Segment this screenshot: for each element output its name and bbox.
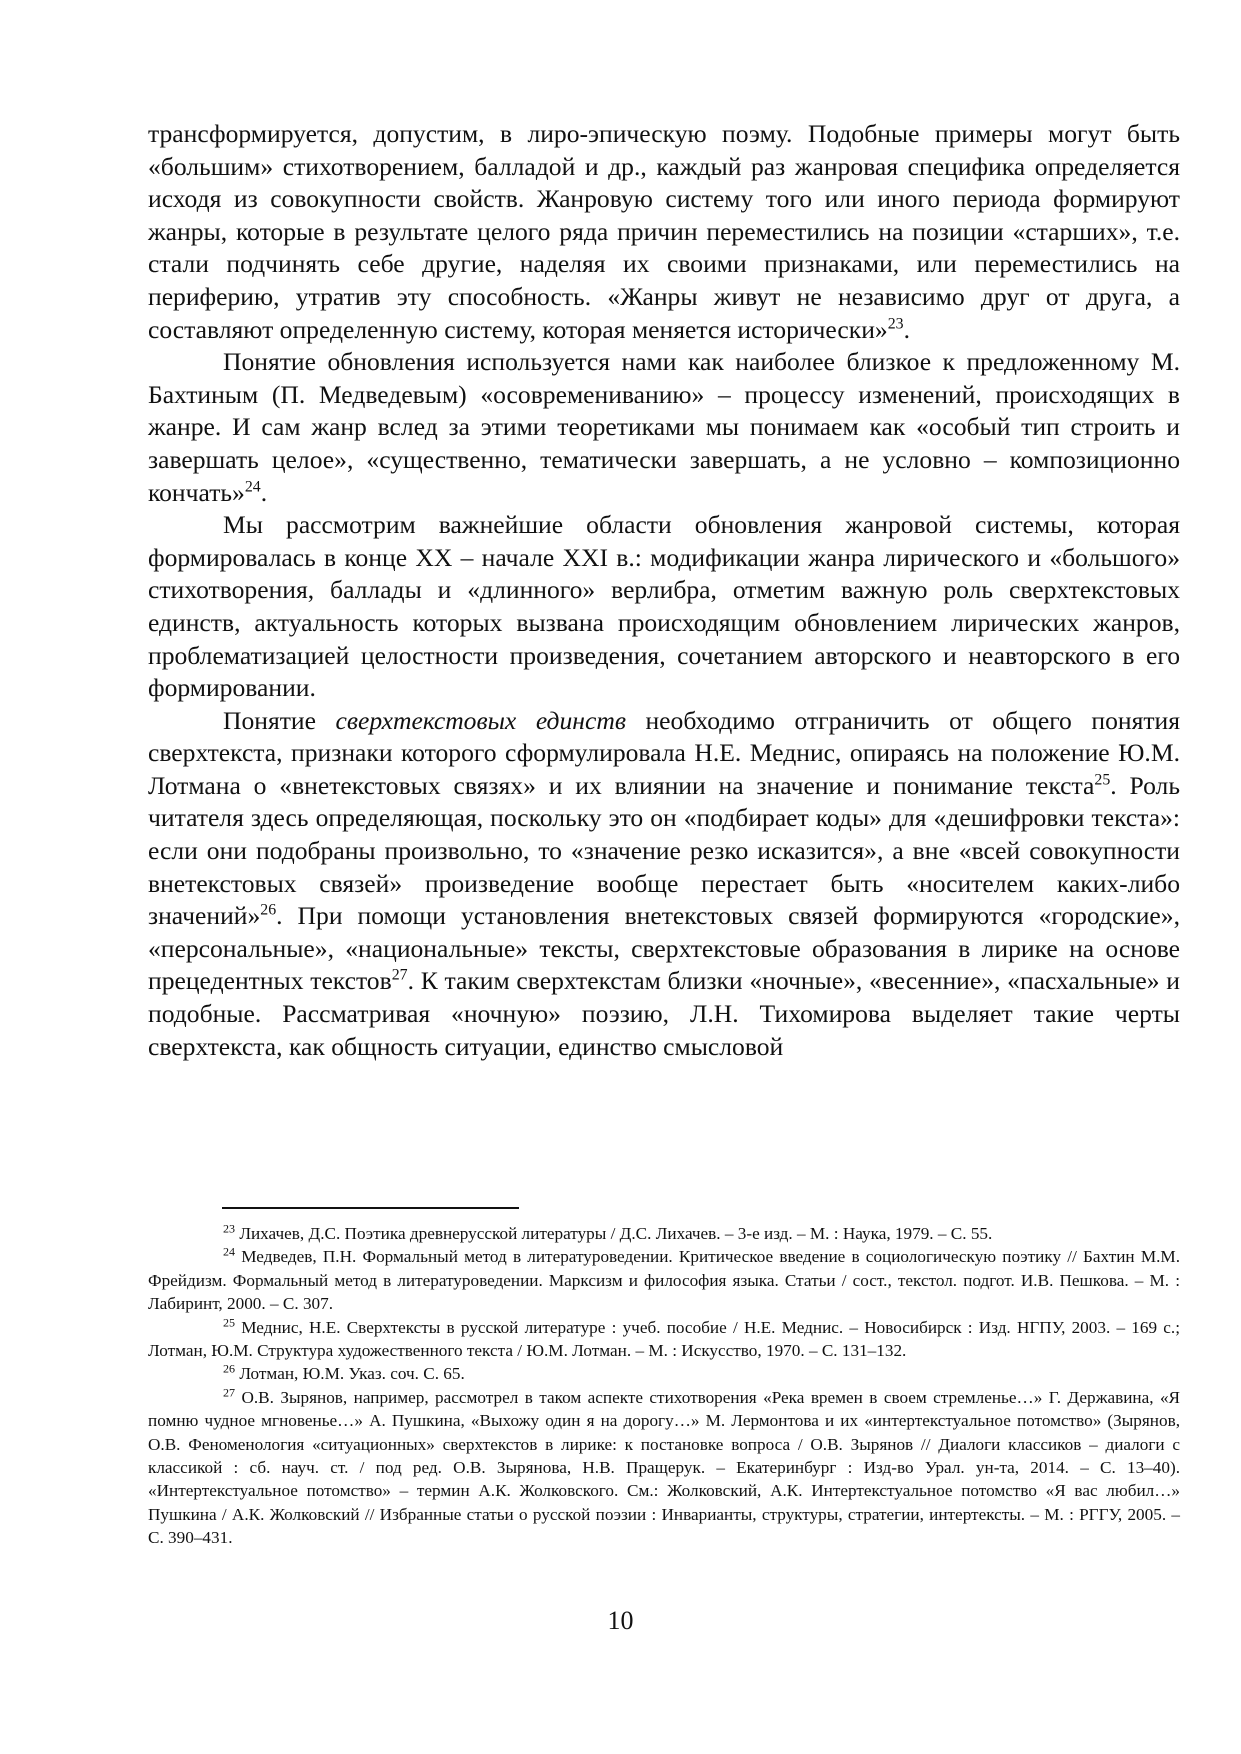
page-number: 10 <box>607 1606 634 1635</box>
footnote-26 <box>148 1362 1180 1385</box>
footnote-ref-25[interactable]: 25 <box>1094 771 1111 789</box>
footnotes <box>148 1222 1180 1550</box>
footnote-number: 26 <box>223 1361 236 1376</box>
paragraph-text: Понятие <box>223 705 336 735</box>
footnote-number: 25 <box>223 1315 236 1330</box>
paragraph-text: . К таким сверхтекстам близки «ночные», «весенние», «пасхальные» и подобные. Рассматривая «ночную» поэзию, Л.Н. Тихомирова выделяет такие черты сверхтекста, как общность ситуации, единство смысловой <box>148 966 1181 1061</box>
footnote-number: 27 <box>223 1385 236 1400</box>
footnote-ref-23[interactable]: 23 <box>887 315 904 333</box>
footnote-separator <box>222 1207 519 1209</box>
footnote-ref-24[interactable]: 24 <box>244 478 261 496</box>
footnote-ref-26[interactable]: 26 <box>260 901 277 919</box>
footnote-ref-27[interactable]: 27 <box>391 966 408 984</box>
footnote-number: 23 <box>223 1221 236 1236</box>
footnote-text: Лихачев, Д.С. Поэтика древнерусской литературы / Д.С. Лихачев. – 3-е изд. – М. : Наука, 1979. – С. 55. <box>239 1224 993 1243</box>
emphasized-term: сверхтекстовых единств <box>335 705 626 735</box>
paragraph-2 <box>148 346 1180 509</box>
footnote-text: Лотман, Ю.М. Указ. соч. С. 65. <box>239 1364 465 1384</box>
footnote-text: Меднис, Н.Е. Сверхтексты в русской литературе : учеб. пособие / Н.Е. Меднис. – Новосибирск : Изд. НГПУ, 2003. – 169 с.; Лотман, Ю.М. Структура художественного текста / Ю.М. Лотман. – М. : Искусство, 1970. – С. 131–132. <box>148 1317 1180 1361</box>
paragraph-text: Мы рассмотрим важнейшие области обновления жанровой системы, которая формировалась в конце XX – начале XXI в.: модификации жанра лирического и «большого» стихотворения, баллады и «длинного» верлибра, отметим важную роль сверхтекстовых единств, актуальность которых вызвана происходящим обновлением лирических жанров, проблематизацией целостности произведения, сочетанием авторского и неавторского в его формировании. <box>148 510 1180 703</box>
footnote-24 <box>148 1245 1180 1315</box>
paragraph-1 <box>148 118 1180 346</box>
paragraph-tail: . <box>260 477 268 507</box>
paragraph-text: . Роль читателя здесь определяющая, поскольку это он «подбирает коды» для «дешифровки текста»: если они подобраны произвольно, то «значение резко исказится», а вне «всей совокупности внетекстовых связей» произведение вообще перестает быть «носителем каких-либо значений» <box>148 770 1180 931</box>
paragraph-text: необходимо отграничить от общего понятия сверхтекста, признаки которого сформулировала Н.Е. Меднис, опираясь на положение Ю.М. Лотмана о «внетекстовых связях» и их влиянии на значение и понимание текста <box>148 705 1181 800</box>
paragraph-tail: . <box>903 314 910 344</box>
footnote-text: Медведев, П.Н. Формальный метод в литературоведении. Критическое введение в социологическую поэтику // Бахтин М.М. Фрейдизм. Формальный метод в литературоведении. Марксизм и философия языка. Статьи / сост., текстол. подгот. И.В. Пешкова. – М. : Лабиринт, 2000. – С. 307. <box>148 1247 1180 1314</box>
footnote-27 <box>148 1386 1180 1550</box>
paragraph-text: Понятие обновления используется нами как наиболее близкое к предложенному М. Бахтиным (П. Медведевым) «осовремениванию» – процессу изменений, происходящих в жанре. И сам жанр вслед за этими теоретиками мы понимаем как «особый тип строить и завершать целое», «существенно, тематически завершать, а не условно – композиционно кончать» <box>148 347 1180 507</box>
footnote-23 <box>148 1222 1180 1245</box>
paragraph-4 <box>148 705 1180 1064</box>
footnote-number: 24 <box>223 1244 236 1259</box>
paragraph-text: . При помощи установления внетекстовых связей формируются «городские», «персональные», «национальные» тексты, сверхтекстовые образования в лирике на основе прецедентных текстов <box>148 901 1180 996</box>
footnote-text: О.В. Зырянов, например, рассмотрел в таком аспекте стихотворения «Река времен в своем стремленье…» Г. Державина, «Я помню чудное мгновенье…» А. Пушкина, «Выхожу один я на дорогу…» М. Лермонтова и их «интертекстуальное потомство» (Зырянов, О.В. Феноменология «ситуационных» сверхтекстов в лирике: к постановке вопроса / О.В. Зырянов // Диалоги классиков – диалоги с классикой : сб. науч. ст. / под ред. О.В. Зырянова, Н.В. Пращерук. – Екатеринбург : Изд-во Урал. ун-та, 2014. – С. 13–40). «Интертекстуальное потомство» – термин А.К. Жолковского. См.: Жолковский, А.К. Интертекстуальное потомство «Я вас любил…» Пушкина / А.К. Жолковский // Избранные статьи о русской поэзии : Инварианты, структуры, стратегии, интертексты. – М. : РГГУ, 2005. – С. 390–431. <box>148 1387 1181 1548</box>
paragraph-3 <box>148 509 1180 705</box>
paragraph-text: трансформируется, допустим, в лиро-эпическую поэму. Подобные примеры могут быть «большим» стихотворением, балладой и др., каждый раз жанровая специфика определяется исходя из совокупности свойств. Жанровую систему того или иного периода формируют жанры, которые в результате целого ряда причин переместились на позиции «старших», т.е. стали подчинять себе другие, наделяя их своими признаками, или переместились на периферию, утратив эту способность. «Жанры живут не независимо друг от друга, а составляют определенную систему, которая меняется исторически» <box>148 119 1180 344</box>
footnote-25 <box>148 1316 1180 1363</box>
main-text <box>148 118 1180 1063</box>
